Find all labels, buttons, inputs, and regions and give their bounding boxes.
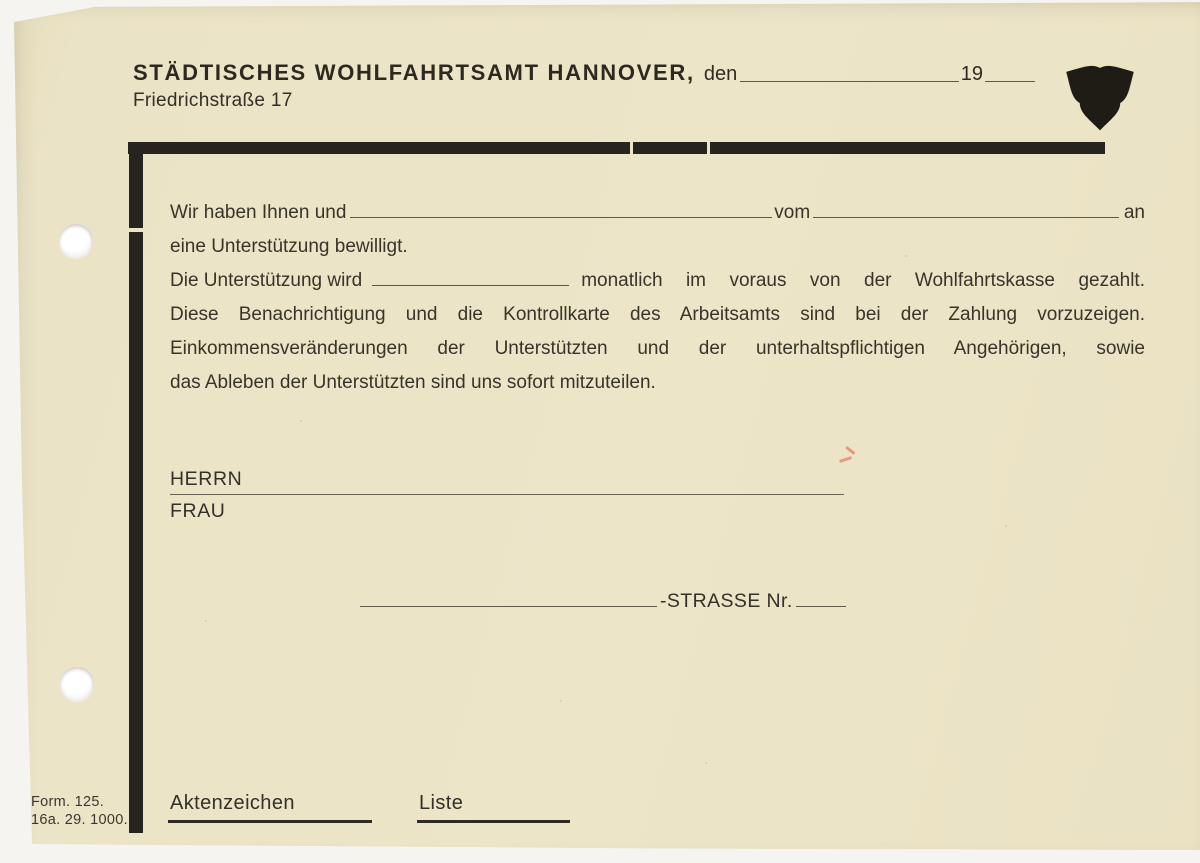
text-line-6: das Ableben der Unterstützten sind uns sofort mitzuteilen.: [170, 372, 656, 393]
letterhead: [133, 60, 1035, 86]
date-blank-line: [740, 76, 959, 82]
name-blank-line: [350, 212, 772, 218]
year-blank-line: [985, 76, 1035, 82]
horizontal-rule-bar: [128, 142, 1105, 154]
form-number-line1: Form. 125.: [31, 794, 105, 810]
paper-speck: [205, 620, 207, 622]
line3-start: Die Unterstützung wird: [170, 270, 363, 291]
street-number-blank-line: [796, 601, 846, 607]
line1-vom: vom: [774, 202, 811, 223]
paper-speck: [300, 420, 302, 422]
line1-an: an: [1123, 202, 1145, 223]
salutation-frau: FRAU: [170, 500, 226, 522]
paper-speck: [705, 762, 707, 764]
text-line-4: Diese Benachrichtigung und die Kontrollkarte des Arbeitsamts sind bei der Zahlung vorzuzeigen.: [170, 304, 1145, 325]
recipient-name-line: [170, 494, 844, 495]
aktenzeichen-label: Aktenzeichen: [168, 792, 372, 823]
text-line-1: [170, 196, 1145, 230]
office-address: Friedrichstraße 17: [133, 90, 293, 111]
interval-blank-line: [372, 280, 569, 286]
street-name-blank-line: [360, 601, 657, 607]
form-number: [31, 794, 128, 829]
punch-hole-bottom: [60, 667, 94, 701]
bar-seam: [630, 142, 633, 154]
liste-label: Liste: [417, 792, 570, 823]
line3-end: monatlich im voraus von der Wohlfahrtskasse gezahlt.: [581, 270, 1145, 291]
year-century: 19: [960, 63, 983, 85]
text-line-5: Einkommensveränderungen der Unterstützten und der unterhaltspflichtigen Angehörigen, sowie: [170, 338, 1145, 359]
punch-hole-top: [59, 224, 93, 258]
hannover-trefoil-icon: [1061, 56, 1139, 136]
street-row: [360, 590, 846, 613]
vertical-rule-bar: [129, 154, 143, 833]
paper-speck: [1005, 525, 1007, 527]
bar-seam: [129, 228, 143, 232]
date-label: den: [703, 63, 738, 85]
text-line-2: eine Unterstützung bewilligt.: [170, 236, 408, 257]
notice-text: [170, 196, 1145, 400]
paper-speck: [560, 700, 562, 702]
form-number-line2: 16a. 29. 1000.: [31, 811, 128, 828]
salutation-herrn: HERRN: [170, 468, 243, 490]
bar-seam: [707, 142, 710, 154]
from-date-blank-line: [813, 212, 1119, 218]
text-line-3: [170, 264, 1145, 298]
line1-start: Wir haben Ihnen und: [170, 202, 347, 223]
street-suffix-label: -STRASSE Nr.: [660, 590, 793, 612]
office-name: STÄDTISCHES WOHLFAHRTSAMT HANNOVER,: [133, 60, 695, 85]
